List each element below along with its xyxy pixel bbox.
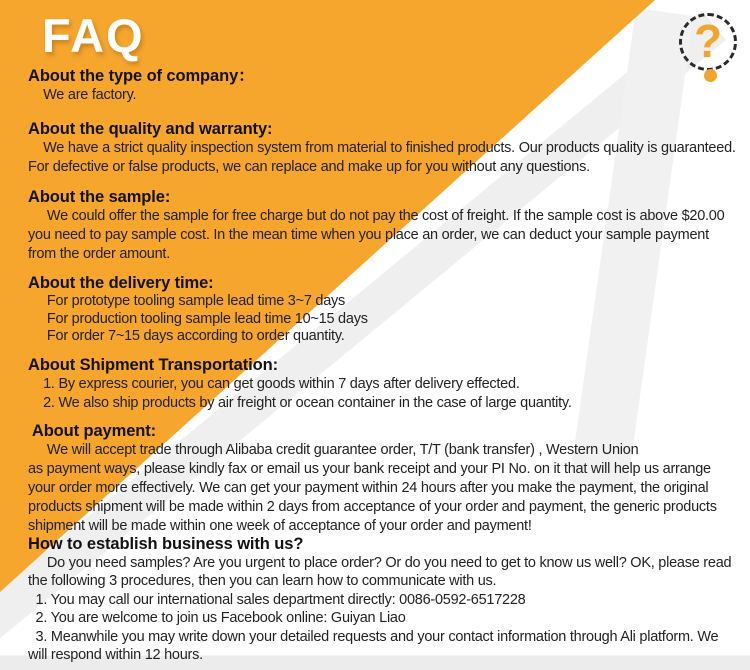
section-quality-warranty: [28, 119, 750, 177]
section-line: We have a strict quality inspection system from material to finished products. Our products quality is guaranteed.: [28, 140, 736, 156]
section-payment: [28, 421, 750, 536]
section-line: For prototype tooling sample lead time 3~7 days: [28, 293, 346, 309]
section-line: as payment ways, please kindly fax or email us your bank receipt and your PI No. on it that will help us arrange: [28, 461, 711, 477]
section-heading: About Shipment Transportation:: [28, 356, 278, 374]
question-glyph: ?: [693, 15, 723, 67]
section-line: 1. By express courier, you can get goods within 7 days after delivery effected.: [28, 376, 520, 392]
section-line: For production tooling sample lead time 10~15 days: [28, 310, 368, 327]
section-line: We will accept trade through Alibaba credit guarantee order, T/T (bank transfer) , Western Union: [28, 442, 639, 458]
section-shipment-transportation: [28, 355, 750, 413]
section-line: We are factory.: [28, 87, 137, 103]
section-line: For order 7~15 days according to order quantity.: [28, 328, 345, 344]
section-line: For defective or false products, we can replace and make up for you without any questions.: [28, 159, 590, 175]
section-line: the following 3 procedures, then you can learn how to communicate with us.: [28, 573, 497, 590]
section-line: your order more effectively. We can get your payment within 24 hours after you make the payment, the original: [28, 480, 709, 496]
section-line: you need to pay sample cost. In the mean time when you place an order, we can deduct your sample payment: [28, 227, 709, 243]
section-line: 1. You may call our international sales department directly: 0086-0592-6517228: [28, 591, 526, 608]
section-line: 3. Meanwhile you may write down your detailed requests and your contact information through Ali platform. We: [28, 628, 719, 645]
section-line: 2. You are welcome to join us Facebook online: Guiyan Liao: [28, 610, 406, 627]
section-heading: About the delivery time:: [28, 274, 214, 292]
section-heading: How to establish business with us?: [28, 535, 304, 553]
section-heading: About the sample:: [28, 188, 171, 206]
section-delivery-time: [28, 273, 750, 346]
section-establish-business: [28, 534, 750, 664]
section-line: We could offer the sample for free charge but do not pay the cost of freight. If the sample cost is above $20.00: [28, 208, 725, 224]
section-sample: [28, 187, 750, 264]
section-heading: About payment:: [28, 422, 157, 440]
question-mark-icon: [679, 13, 737, 71]
section-type-of-company: [28, 66, 750, 105]
section-line: from the order amount.: [28, 246, 170, 262]
section-line: will respond within 12 hours.: [28, 647, 203, 664]
section-line: products shipment will be made within 2 days from acceptance of your order and payment, the generic products: [28, 499, 717, 515]
section-heading: About the type of company：: [28, 67, 255, 85]
page-title: FAQ: [42, 9, 145, 62]
section-heading: About the quality and warranty:: [28, 120, 273, 138]
section-line: Do you need samples? Are you urgent to place order? Or do you need to get to know us well? OK, please read: [28, 555, 732, 571]
section-line: shipment will be made within one week of acceptance of your order and payment!: [28, 518, 532, 534]
section-line: 2. We also ship products by air freight or ocean container in the case of large quantity.: [28, 395, 572, 411]
question-dot: [704, 69, 717, 82]
